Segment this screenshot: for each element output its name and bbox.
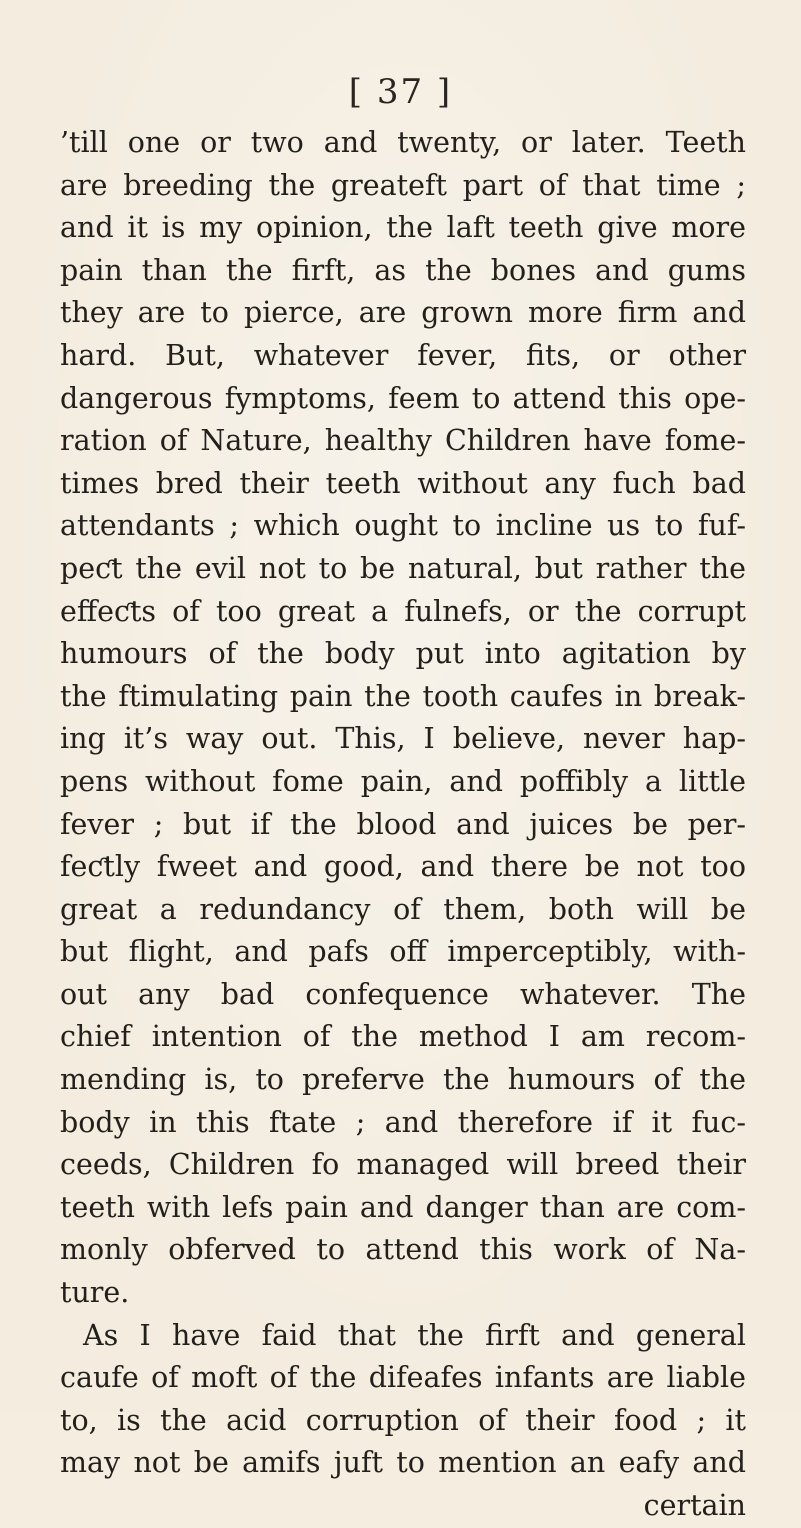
text-line: may not be amifs juft to mention an eafy and bbox=[60, 1446, 746, 1480]
text-line: but flight, and pafs off imperceptibly, with- bbox=[60, 935, 746, 969]
text-line: teeth with lefs pain and danger than are com- bbox=[60, 1190, 746, 1224]
text-line: out any bad confequence whatever. The bbox=[60, 977, 746, 1011]
text-line: to, is the acid corruption of their food ; it bbox=[60, 1403, 746, 1437]
text-line: great a redundancy of them, both will be bbox=[60, 892, 746, 926]
text-line: the ftimulating pain the tooth caufes in break- bbox=[60, 679, 746, 713]
text-line: monly obferved to attend this work of Na- bbox=[60, 1233, 746, 1267]
text-line: hard. But, whatever fever, fits, or other bbox=[60, 338, 746, 372]
text-line: dangerous fymptoms, feem to attend this ope- bbox=[60, 381, 746, 415]
text-line: ing it’s way out. This, I believe, never hap- bbox=[60, 722, 746, 756]
text-line: ceeds, Children fo managed will breed their bbox=[60, 1148, 746, 1182]
text-line: effeƈts of too great a fulnefs, or the corrupt bbox=[60, 594, 746, 628]
text-line: feƈtly fweet and good, and there be not too bbox=[60, 850, 746, 884]
catchword: certain bbox=[643, 1489, 746, 1522]
text-line: attendants ; which ought to incline us to fuf- bbox=[60, 509, 746, 543]
text-line: peƈt the evil not to be natural, but rather the bbox=[60, 551, 746, 585]
text-line: are breeding the greateft part of that time ; bbox=[60, 168, 746, 202]
text-line: caufe of moft of the difeafes infants are liable bbox=[60, 1361, 746, 1395]
text-line: pens without fome pain, and poffibly a little bbox=[60, 764, 746, 798]
body-text bbox=[60, 122, 746, 1528]
text-line: mending is, to preferve the humours of the bbox=[60, 1063, 746, 1097]
page-number-header: [ 37 ] bbox=[348, 72, 453, 112]
text-line: ration of Nature, healthy Children have fome- bbox=[60, 424, 746, 458]
text-line: humours of the body put into agitation by bbox=[60, 637, 746, 671]
text-line: they are to pierce, are grown more firm and bbox=[60, 296, 746, 330]
text-line: ture. bbox=[60, 1276, 130, 1310]
text-line: As I have faid that the firft and general bbox=[83, 1318, 746, 1352]
text-line: fever ; but if the blood and juices be per- bbox=[60, 807, 746, 841]
text-line: times bred their teeth without any fuch bad bbox=[60, 466, 746, 500]
text-line: ’till one or two and twenty, or later. Teeth bbox=[60, 126, 746, 159]
text-line: and it is my opinion, the laft teeth give more bbox=[60, 211, 746, 245]
text-line: body in this ftate ; and therefore if it fuc- bbox=[60, 1105, 746, 1139]
text-line: pain than the firft, as the bones and gums bbox=[60, 253, 746, 287]
text-line: chief intention of the method I am recom- bbox=[60, 1020, 746, 1054]
